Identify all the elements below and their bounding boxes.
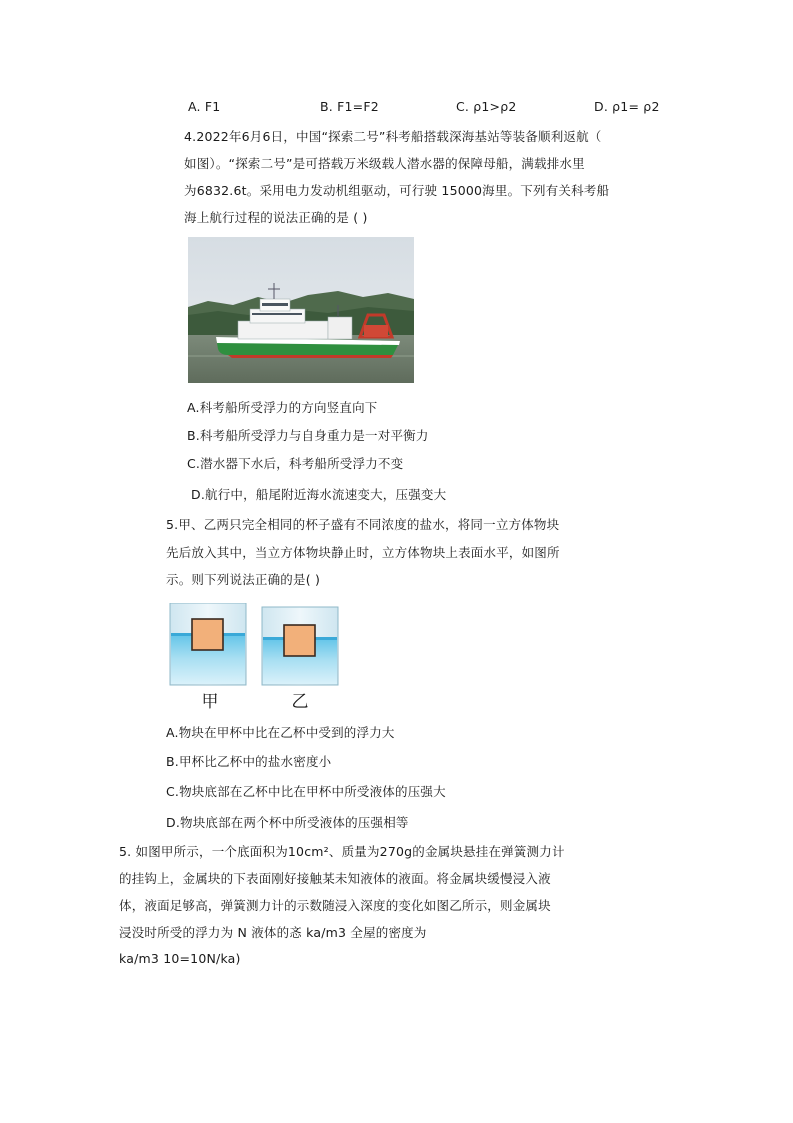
q4-stem-line4: 海上航行过程的说法正确的是 ( ) [184, 210, 368, 225]
q5b-stem-line2: 的挂钩上，金属块的下表面刚好接触某未知液体的液面。将金属块缓慢浸入液 [119, 871, 551, 886]
cup-jia [170, 603, 246, 685]
q3-option-c: C. ρ1>ρ2 [456, 99, 517, 114]
q5-option-d: D.物块底部在两个杯中所受液体的压强相等 [166, 815, 409, 830]
two-cups-figure [168, 603, 340, 713]
cup-label-jia: 甲 [201, 692, 219, 712]
q5b-stem-line1: 5. 如图甲所示，一个底面积为10cm²、质量为270g的金属块悬挂在弹簧测力计 [119, 844, 565, 859]
q4-stem-line1: 4.2022年6月6日，中国“探索二号”科考船搭载深海基站等装备顺利返航（ [184, 129, 602, 144]
cup-label-yi: 乙 [291, 692, 309, 712]
q5-option-a: A.物块在甲杯中比在乙杯中受到的浮力大 [166, 725, 395, 740]
q4-stem-line2: 如图）。“探索二号”是可搭载万米级载人潜水器的保障母船，满载排水里 [184, 156, 585, 171]
q5-stem-line3: 示。则下列说法正确的是( ) [166, 572, 321, 587]
q3-option-a: A. F1 [188, 99, 221, 114]
q5b-stem-line3: 体，液面足够高，弹簧测力计的示数随浸入深度的变化如图乙所示，则金属块 [119, 898, 551, 913]
q4-option-d: D.航行中，船尾附近海水流速变大，压强变大 [191, 487, 447, 502]
q5-stem-line1: 5.甲、乙两只完全相同的杯子盛有不同浓度的盐水，将同一立方体物块 [166, 517, 560, 532]
q5b-stem-line5: ka/m3 10=10N/ka) [119, 951, 241, 966]
research-ship-photo [188, 237, 414, 383]
q3-option-b: B. F1=F2 [320, 99, 379, 114]
q3-option-d: D. ρ1= ρ2 [594, 99, 660, 114]
q4-option-b: B.科考船所受浮力与自身重力是一对平衡力 [187, 428, 429, 443]
q5-option-b: B.甲杯比乙杯中的盐水密度小 [166, 754, 332, 769]
q4-stem-line3: 为6832.6t。采用电力发动机组驱动，可行驶 15000海里。下列有关科考船 [184, 183, 610, 198]
q5-option-c: C.物块底部在乙杯中比在甲杯中所受液体的压强大 [166, 784, 446, 799]
q4-option-a: A.科考船所受浮力的方向竖直向下 [187, 400, 378, 415]
q5-stem-line2: 先后放入其中，当立方体物块静止时，立方体物块上表面水平，如图所 [166, 545, 560, 560]
cup-yi [262, 607, 338, 685]
q5b-stem-line4: 浸没时所受的浮力为 N 液体的忞 ka/m3 全屋的密度为 [119, 925, 427, 940]
q4-option-c: C.潜水器下水后，科考船所受浮力不变 [187, 456, 404, 471]
